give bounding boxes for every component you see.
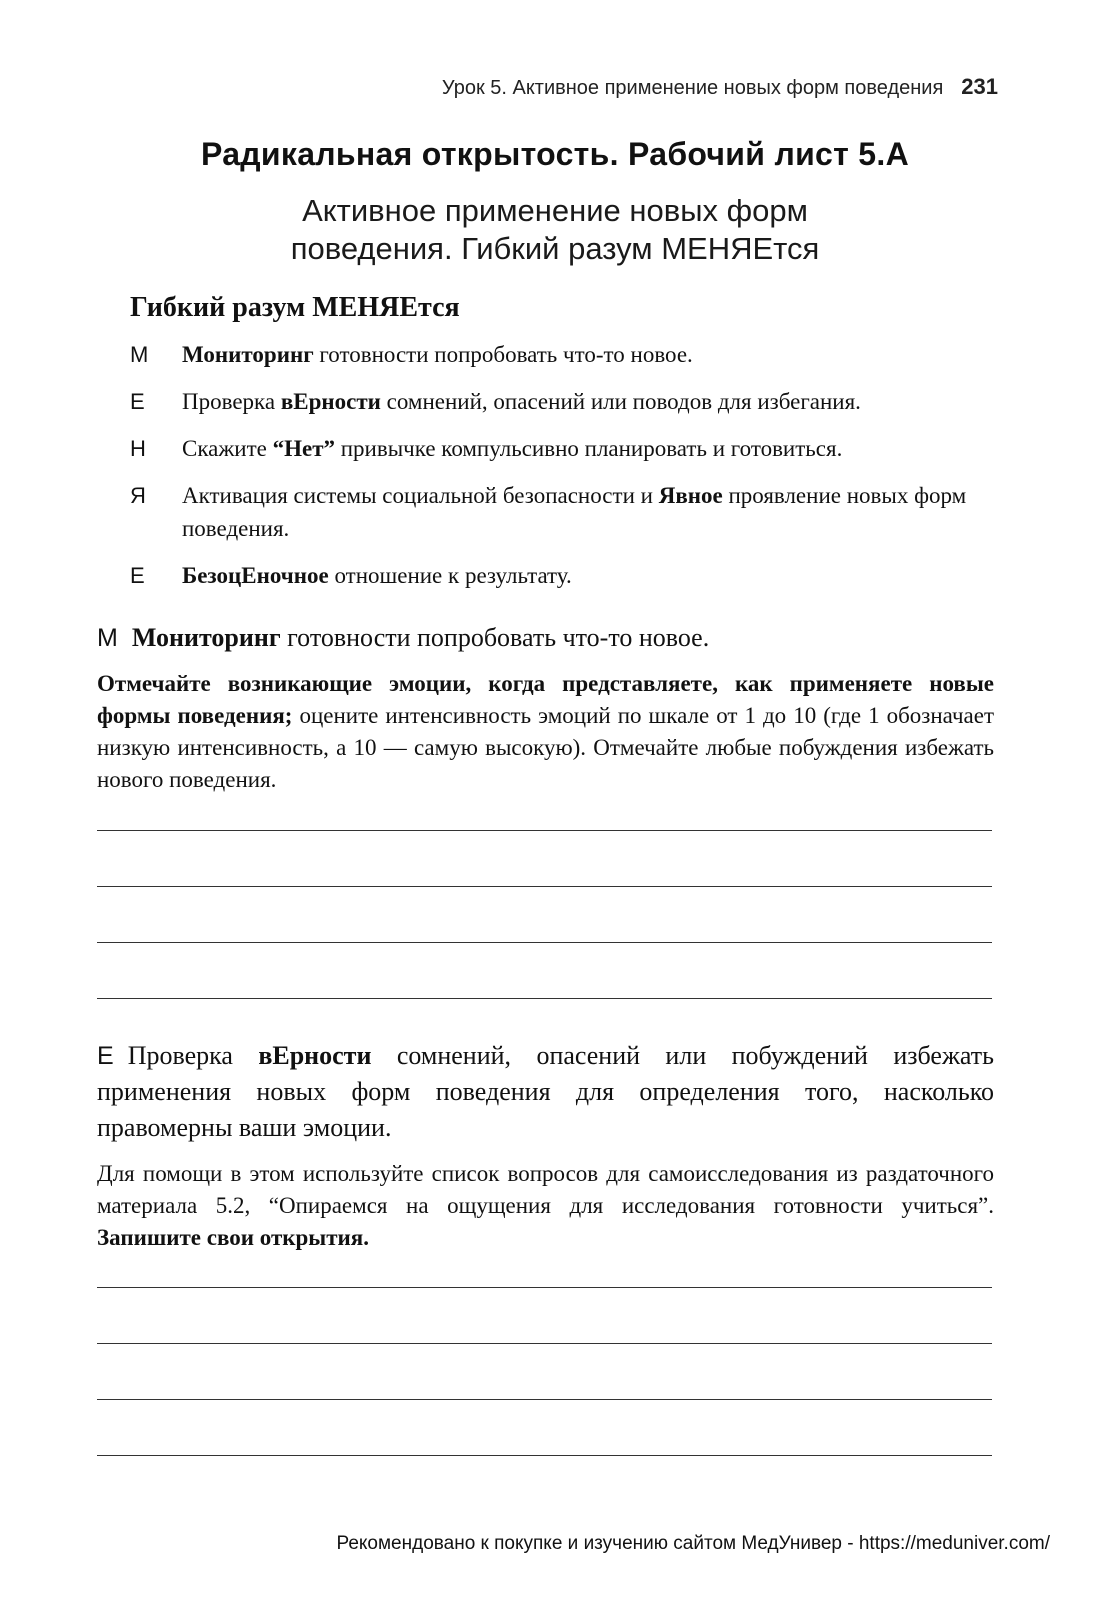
- acronym-letter: Н: [130, 436, 146, 461]
- running-header: [0, 74, 998, 100]
- writing-line[interactable]: [97, 943, 992, 999]
- acronym-text: Мониторинг готовности попробовать что-то новое.: [182, 342, 693, 367]
- acronym-letter: Е: [130, 389, 145, 414]
- acronym-item: [130, 432, 1010, 465]
- writing-line[interactable]: [97, 831, 992, 887]
- worksheet-subtitle: [0, 192, 1110, 268]
- section-verify: [97, 1038, 994, 1254]
- acronym-text: Проверка вЕрности сомнений, опасений или поводов для избегания.: [182, 389, 861, 414]
- subtitle-line-1: Активное применение новых форм: [302, 193, 808, 228]
- section-monitoring-instructions: Отмечайте возникающие эмоции, когда представляете, как применяете новые формы поведения; оцените интенсивность эмоций по шкале от 1 до 10 (где 1 обозначает низкую интенсивность, а 10 — самую высокую). Отмечайте любые побуждения избежать нового поведения.: [97, 671, 995, 792]
- page-number: 231: [961, 74, 998, 99]
- worksheet-title: Радикальная открытость. Рабочий лист 5.А: [200, 136, 909, 172]
- acronym-letter: М: [130, 342, 149, 367]
- running-title: Урок 5. Активное применение новых форм поведения: [441, 77, 944, 99]
- writing-line[interactable]: [97, 1232, 992, 1288]
- subtitle-line-2: поведения. Гибкий разум МЕНЯЕтся: [290, 231, 820, 266]
- section-monitoring: [97, 620, 994, 796]
- acronym-list: [130, 338, 1010, 606]
- acronym-letter: Е: [130, 563, 145, 588]
- acronym-text: БезоцЕночное отношение к результату.: [182, 563, 572, 588]
- footer-note: Рекомендовано к покупке и изучению сайтом МедУнивер - https://meduniver.com/: [336, 1533, 1050, 1554]
- acronym-letter: Я: [130, 483, 146, 508]
- writing-line[interactable]: [97, 1288, 992, 1344]
- writing-line[interactable]: [97, 775, 992, 831]
- section-verify-instructions: Для помощи в этом используйте список вопросов для самоисследования из раздаточного материала 5.2, “Опираемся на ощущения для исследования готовности учиться”. Запишите свои открытия.: [97, 1161, 994, 1250]
- acronym-item: [130, 338, 1010, 371]
- section-heading: Гибкий разум МЕНЯЕтся: [130, 292, 460, 323]
- acronym-text: Активация системы социальной безопасности и Явное проявление новых форм поведения.: [182, 483, 967, 541]
- section-monitoring-heading: М Мониторинг готовности попробовать что-то новое.: [97, 623, 710, 652]
- acronym-item: [130, 385, 1010, 418]
- writing-line[interactable]: [97, 1344, 992, 1400]
- acronym-item: [130, 479, 1010, 545]
- acronym-text: Скажите “Нет” привычке компульсивно планировать и готовиться.: [182, 436, 843, 461]
- writing-line[interactable]: [97, 1400, 992, 1456]
- answer-lines-verify: [97, 1232, 992, 1456]
- acronym-item: [130, 559, 1010, 592]
- section-verify-heading: Е Проверка вЕрности сомнений, опасений или побуждений избежать применения новых форм поведения для определения того, насколько правомерны ваши эмоции.: [97, 1041, 994, 1142]
- answer-lines-monitoring: [97, 775, 992, 999]
- writing-line[interactable]: [97, 887, 992, 943]
